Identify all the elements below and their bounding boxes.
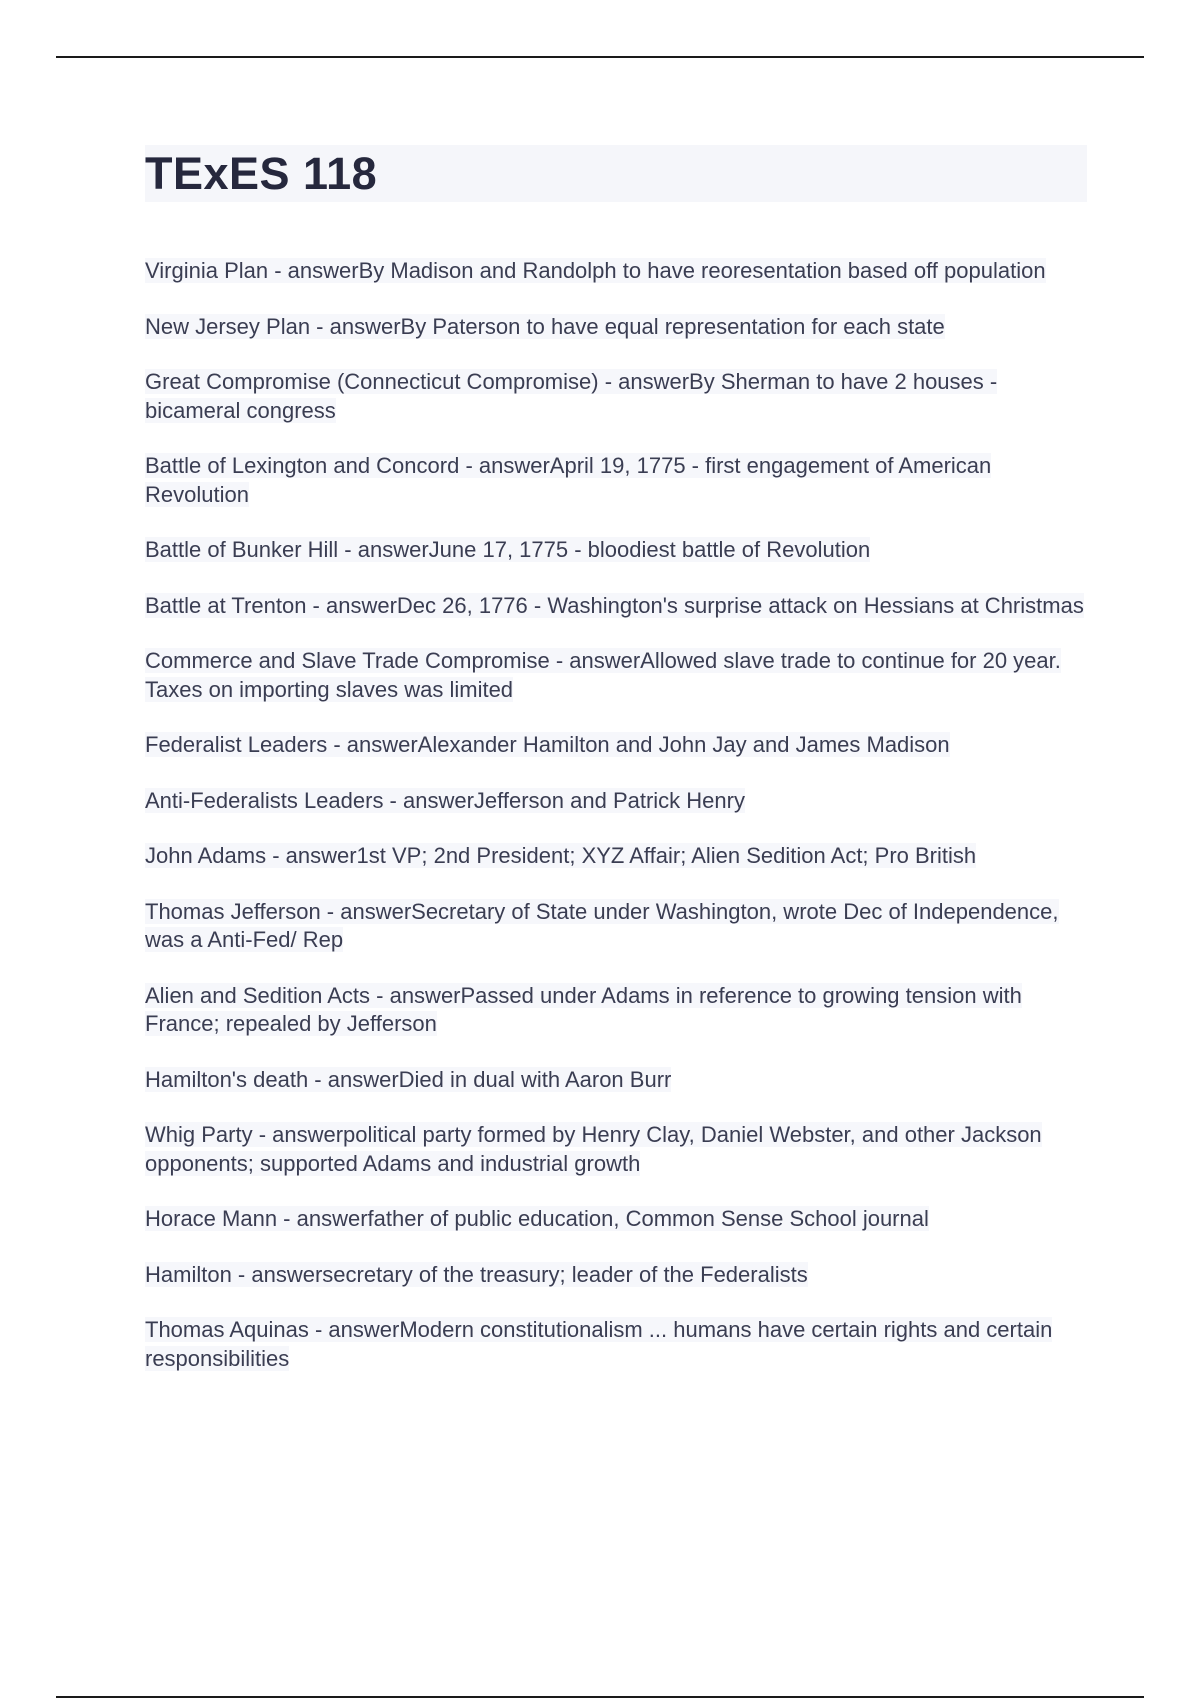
list-item xyxy=(145,842,1087,871)
list-item-text: Battle of Bunker Hill - answerJune 17, 1775 - bloodiest battle of Revolution xyxy=(145,537,871,562)
list-item-text: Battle at Trenton - answerDec 26, 1776 - Washington's surprise attack on Hessians at Christmas xyxy=(145,592,1084,618)
list-item xyxy=(145,647,1087,704)
list-item xyxy=(145,1316,1087,1373)
list-item xyxy=(145,452,1087,509)
list-item-text: Federalist Leaders - answerAlexander Hamilton and John Jay and James Madison xyxy=(145,732,950,757)
page-title: TExES 118 xyxy=(145,148,378,199)
list-item xyxy=(145,1121,1087,1178)
list-item xyxy=(145,313,1087,342)
list-item xyxy=(145,898,1087,955)
list-item xyxy=(145,592,1087,621)
list-item-text: Thomas Jefferson - answerSecretary of State under Washington, wrote Dec of Independence, was a Anti-Fed/ Rep xyxy=(145,898,1059,952)
list-item xyxy=(145,731,1087,760)
bottom-divider xyxy=(56,1696,1144,1698)
qa-list xyxy=(145,257,1087,1373)
list-item xyxy=(145,982,1087,1039)
list-item xyxy=(145,1261,1087,1290)
list-item-text: Virginia Plan - answerBy Madison and Randolph to have reoresentation based off population xyxy=(145,258,1046,283)
list-item xyxy=(145,787,1087,816)
list-item-text: Whig Party - answerpolitical party formed by Henry Clay, Daniel Webster, and other Jackson opponents; supported Adams and industrial growth xyxy=(145,1122,1042,1176)
list-item-text: Hamilton - answersecretary of the treasury; leader of the Federalists xyxy=(145,1261,808,1287)
top-divider xyxy=(56,56,1144,58)
list-item xyxy=(145,536,1087,565)
list-item-text: Great Compromise (Connecticut Compromise) - answerBy Sherman to have 2 houses - bicameral congress xyxy=(145,369,998,423)
list-item-text: Alien and Sedition Acts - answerPassed under Adams in reference to growing tension with France; repealed by Jefferson xyxy=(145,982,1022,1036)
list-item-text: John Adams - answer1st VP; 2nd President; XYZ Affair; Alien Sedition Act; Pro British xyxy=(145,843,977,868)
list-item xyxy=(145,1066,1087,1095)
list-item xyxy=(145,1205,1087,1234)
list-item xyxy=(145,368,1087,425)
list-item-text: Anti-Federalists Leaders - answerJefferson and Patrick Henry xyxy=(145,787,745,813)
list-item-text: Battle of Lexington and Concord - answerApril 19, 1775 - first engagement of American Revolution xyxy=(145,453,992,507)
list-item-text: Horace Mann - answerfather of public education, Common Sense School journal xyxy=(145,1206,929,1231)
list-item xyxy=(145,257,1087,286)
list-item-text: Thomas Aquinas - answerModern constitutionalism ... humans have certain rights and certain responsibilities xyxy=(145,1317,1053,1371)
list-item-text: Commerce and Slave Trade Compromise - answerAllowed slave trade to continue for 20 year. Taxes on importing slaves was limited xyxy=(145,648,1061,702)
document-body xyxy=(145,145,1087,1400)
list-item-text: New Jersey Plan - answerBy Paterson to have equal representation for each state xyxy=(145,313,945,339)
list-item-text: Hamilton's death - answerDied in dual with Aaron Burr xyxy=(145,1066,672,1092)
title-banner xyxy=(145,145,1087,202)
